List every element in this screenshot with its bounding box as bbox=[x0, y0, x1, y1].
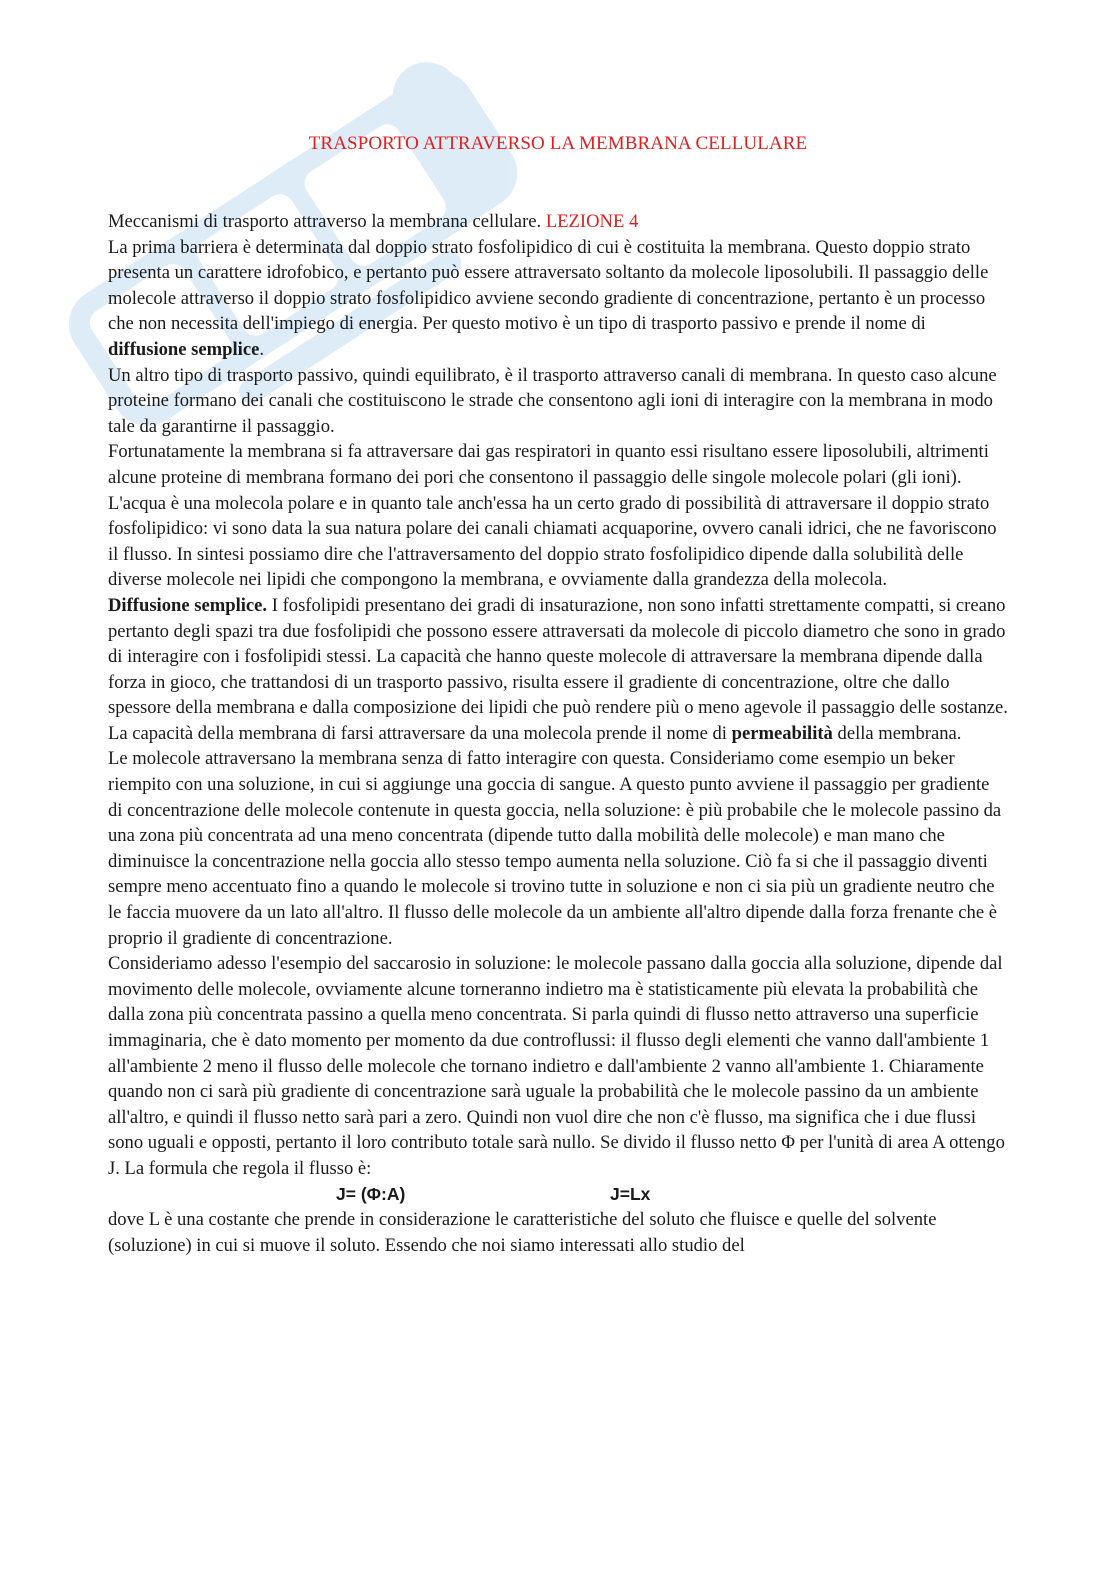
paragraph-6: Consideriamo adesso l'esempio del saccarosio in soluzione: le molecole passano dalla goccia alla soluzione, dipende dal movimento delle molecole, ovviamente alcune torneranno indietro ma è statisticamente più elevata la probabilità che dalla zona più concentrata passino a quella meno concentrata. Si parla quindi di flusso netto attraverso una superficie immaginaria, che è dato momento per momento da due controflussi: il flusso degli elementi che vanno dall'ambiente 1 all'ambiente 2 meno il flusso delle molecole che tornano indietro e dall'ambiente 2 vanno all'ambiente 1. Chiaramente quando non ci sarà più gradiente di concentrazione sarà uguale la probabilità che le molecole passino da un ambiente all'altro, e quindi il flusso netto sarà pari a zero. Quindi non vuol dire che non c'è flusso, ma significa che i due flussi sono uguali e opposti, pertanto il loro contributo totale sarà nullo. Se divido il flusso netto Φ per l'unità di area A ottengo J. La formula che regola il flusso è: bbox=[108, 953, 1005, 1179]
page-title: TRASPORTO ATTRAVERSO LA MEMBRANA CELLULARE bbox=[308, 133, 808, 154]
lesson-label: LEZIONE 4 bbox=[545, 211, 639, 232]
paragraph-4: Diffusione semplice. I fosfolipidi presentano dei gradi di insaturazione, non sono infatti strettamente compatti, si creano pertanto degli spazi tra due fosfolipidi che possono essere attraversati da molecole di piccolo diametro che sono in grado di interagire con i fosfolipidi stessi. La capacità che hanno queste molecole di attraversare la membrana dipende dalla forza in gioco, che trattandosi di un trasporto passivo, risulta essere il gradiente di concentrazione, oltre che dallo spessore della membrana e dalla composizione dei lipidi che può rendere più o meno agevole il passaggio delle sostanze. La capacità della membrana di farsi attraversare da una molecola prende il nome di permeabilità della membrana. bbox=[108, 594, 1008, 744]
paragraph-3: Fortunatamente la membrana si fa attraversare dai gas respiratori in quanto essi risultano essere liposolubili, altrimenti alcune proteine di membrana formano dei pori che consentono il passaggio delle singole molecole polari (gli ioni). L'acqua è una molecola polare e in quanto tale anch'essa ha un certo grado di possibilità di attraversare il doppio strato fosfolipidico: vi sono data la sua natura polare dei canali chiamati acquaporine, ovvero canali idrici, che ne favoriscono il flusso. In sintesi possiamo dire che l'attraversamento del doppio strato fosfolipidico dipende dalla solubilità delle diverse molecole nei lipidi che compongono la membrana, e ovviamente dalla grandezza della molecola. bbox=[108, 441, 997, 591]
intro-paragraph bbox=[108, 209, 1008, 235]
document-body bbox=[108, 209, 1008, 1258]
heading-diffusione-semplice: Diffusione semplice. bbox=[108, 594, 268, 616]
intro-text: Meccanismi di trasporto attraverso la membrana cellulare. bbox=[108, 211, 542, 232]
paragraph-5: Le molecole attraversano la membrana senza di fatto interagire con questa. Consideriamo come esempio un beker riempito con una soluzione, in cui si aggiunge una goccia di sangue. A questo punto avviene il passaggio per gradiente di concentrazione delle molecole contenute in questa goccia, nella soluzione: è più probabile che le molecole passino da una zona più concentrata ad una meno concentrata (dipende tutto dalla mobilità delle molecole) e man mano che diminuisce la concentrazione nella goccia allo stesso tempo aumenta nella soluzione. Ciò fa si che il passaggio diventi sempre meno accentuato fino a quando le molecole si trovino tutte in soluzione e non ci sia più un gradiente neutro che le faccia muovere da un lato all'altro. Il flusso delle molecole da un ambiente all'altro dipende dalla forza frenante che è proprio il gradiente di concentrazione. bbox=[108, 748, 1002, 949]
formula-line bbox=[108, 1182, 1008, 1208]
term-permeabilita: permeabilità bbox=[731, 722, 833, 744]
formula-j-lx: J=Lx bbox=[610, 1183, 651, 1204]
paragraph-2: Un altro tipo di trasporto passivo, quindi equilibrato, è il trasporto attraverso canali di membrana. In questo caso alcune proteine formano dei canali che costituiscono le strade che consentono agli ioni di interagire con la membrana in modo tale da garantirne il passaggio. bbox=[108, 364, 997, 437]
term-diffusione-semplice: diffusione semplice bbox=[108, 338, 260, 360]
paragraph-7: dove L è una costante che prende in considerazione le caratteristiche del soluto che fluisce e quelle del solvente (soluzione) in cui si muove il soluto. Essendo che noi siamo interessati allo studio del bbox=[108, 1209, 937, 1256]
formula-flux-density: J= (Φ:A) bbox=[336, 1183, 406, 1204]
paragraph-1: La prima barriera è determinata dal doppio strato fosfolipidico di cui è costituita la membrana. Questo doppio strato presenta un carattere idrofobico, e pertanto può essere attraversato soltanto da molecole liposolubili. Il passaggio delle molecole attraverso il doppio strato fosfolipidico avviene secondo gradiente di concentrazione, pertanto è un processo che non necessita dell'impiego di energia. Per questo motivo è un tipo di trasporto passivo e prende il nome di diffusione semplice. bbox=[108, 236, 989, 360]
